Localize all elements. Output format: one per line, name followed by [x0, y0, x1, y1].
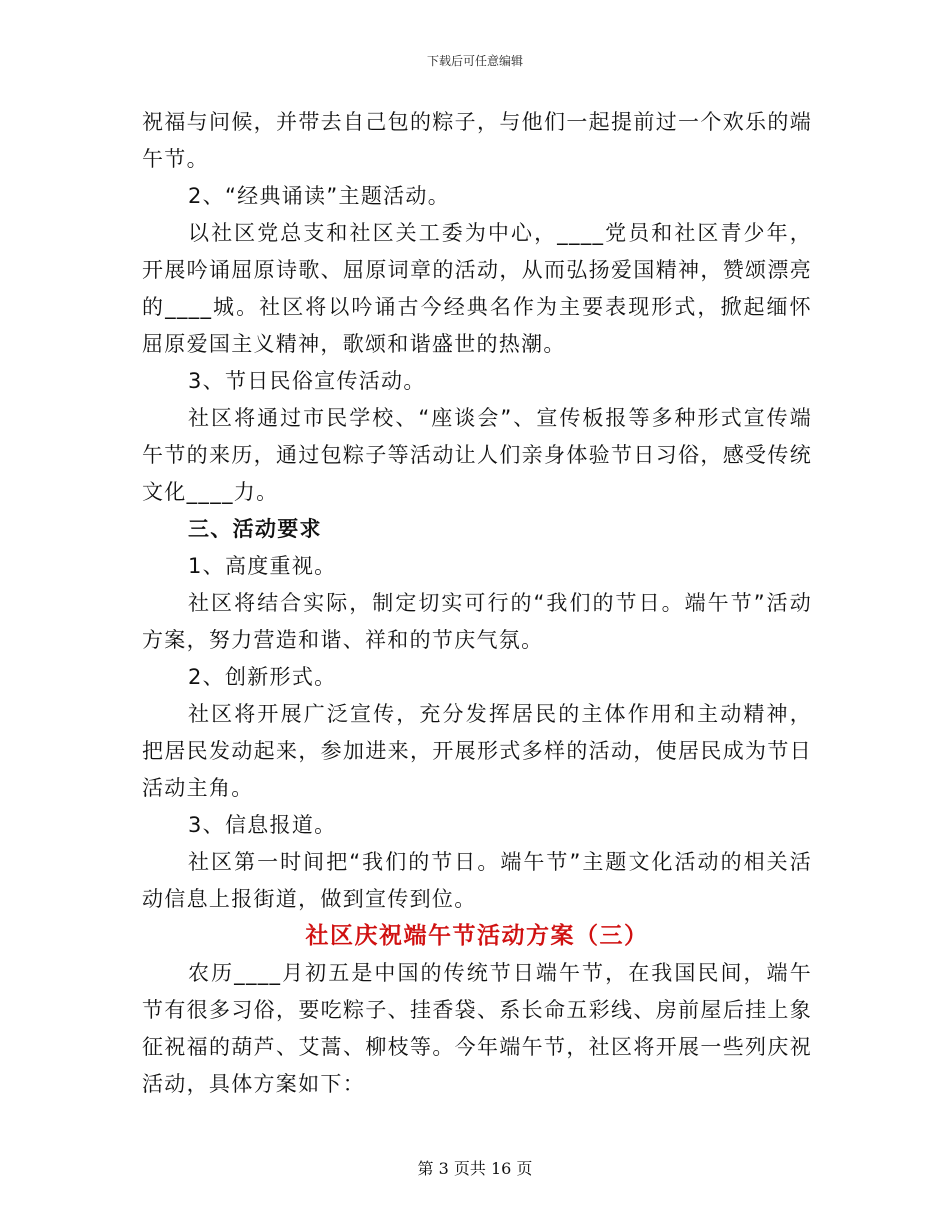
- page-number: 第 3 页共 16 页: [417, 1159, 533, 1178]
- paragraph: 以社区党总支和社区关工委为中心，____党员和社区青少年，开展吟诵屈原诗歌、屈原词章的活动，从而弘扬爱国精神，赞颂漂亮的____城。社区将以吟诵古今经典名作为主要表现形式，掀起缅怀屈原爱国主义精神，歌颂和谐盛世的热潮。: [142, 221, 812, 356]
- list-item: 3、信息报道。: [188, 813, 337, 837]
- paragraph: 社区将开展广泛宣传，充分发挥居民的主体作用和主动精神，把居民发动起来，参加进来，开展形式多样的活动，使居民成为节日活动主角。: [142, 702, 812, 800]
- document-body: [142, 104, 812, 1103]
- list-item: 1、高度重视。: [188, 554, 337, 578]
- paragraph: 农历____月初五是中国的传统节日端午节，在我国民间，端午节有很多习俗，要吃粽子、挂香袋、系长命五彩线、房前屋后挂上象征祝福的葫芦、艾蒿、柳枝等。今年端午节，社区将开展一些列庆祝活动，具体方案如下：: [142, 961, 812, 1096]
- list-item: 3、节日民俗宣传活动。: [188, 369, 426, 393]
- paragraph: 社区第一时间把“我们的节日。端午节”主题文化活动的相关活动信息上报街道，做到宣传到位。: [142, 850, 812, 911]
- paragraph: 社区将结合实际，制定切实可行的“我们的节日。端午节”活动方案，努力营造和谐、祥和的节庆气氛。: [142, 591, 812, 652]
- page-header: 下载后可任意编辑: [426, 54, 523, 68]
- paragraph: 社区将通过市民学校、“座谈会”、宣传板报等多种形式宣传端午节的来历，通过包粽子等活动让人们亲身体验节日习俗，感受传统文化____力。: [142, 406, 812, 504]
- list-item: 2、创新形式。: [188, 665, 337, 689]
- section-heading: 三、活动要求: [188, 517, 322, 541]
- document-title: 社区庆祝端午节活动方案（三）: [305, 923, 649, 949]
- paragraph: 祝福与问候，并带去自己包的粽子，与他们一起提前过一个欢乐的端午节。: [142, 110, 812, 171]
- list-item: 2、“经典诵读”主题活动。: [188, 184, 451, 208]
